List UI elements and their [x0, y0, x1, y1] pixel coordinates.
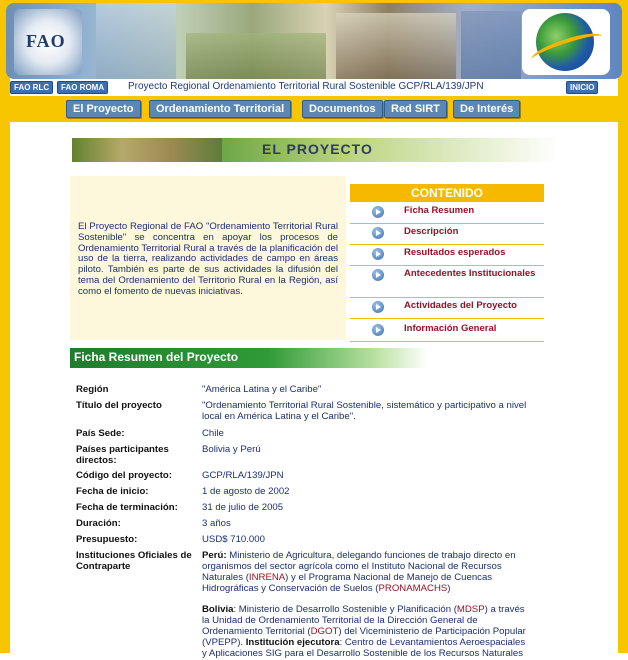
bolivia-text-1: : Ministerio de Desarrollo Sostenible y Planificación (: [233, 604, 457, 615]
menu-item-label: Antecedentes Institucionales: [404, 268, 536, 279]
bolivia-text-4: : Centro de Levantamientos Aeroespaciales y Aplicaciones SIG para el Desarrollo Sostenible de los Recursos Naturales: [202, 637, 526, 659]
peru-text-2: ) y el Programa Nacional de Manejo de Cuencas Hidrográficas y Conservación de Suelos (: [202, 572, 493, 594]
row-key: Código del proyecto:: [76, 470, 172, 481]
tab-ordenamiento-territorial[interactable]: Ordenamiento Territorial: [149, 100, 291, 118]
banner-photo-2: [186, 33, 326, 79]
peru-text-3: ): [447, 583, 451, 594]
fao-logo-text: FAO: [26, 31, 66, 51]
fao-roma-button[interactable]: FAO ROMA: [57, 81, 108, 94]
tab-red-sirt[interactable]: Red SIRT: [384, 100, 447, 118]
row-key: Instituciones Oficiales de Contraparte: [76, 550, 192, 572]
mdsp-acronym: MDSP: [456, 604, 485, 615]
menu-item-label: Ficha Resumen: [404, 205, 475, 216]
section-banner-photos: [72, 138, 222, 162]
link-row: [6, 80, 622, 94]
table-row: [76, 400, 536, 424]
dgot-acronym: DGOT: [310, 626, 339, 637]
main-nav: [10, 96, 618, 122]
tab-documentos[interactable]: Documentos: [302, 100, 383, 118]
tab-de-interes[interactable]: De Interés: [453, 100, 520, 118]
banner-photo-1: [96, 3, 176, 79]
row-value: "América Latina y el Caribe": [202, 384, 322, 395]
row-value: USD$ 710.000: [202, 534, 265, 545]
peru-text-1: Ministerio de Agricultura, delegando funciones de trabajo directo en organismos del sector agrícola como el Instituto Nacional de Recursos Naturales (: [202, 550, 516, 583]
table-row: [76, 502, 536, 514]
row-value: Bolivia y Perú: [202, 444, 261, 455]
table-row: [76, 486, 536, 498]
contents-menu-header: CONTENIDO: [350, 184, 544, 202]
menu-item-informacion-general[interactable]: [350, 322, 544, 342]
play-circle-icon: [372, 269, 384, 281]
peru-block: [202, 550, 532, 594]
row-value: Chile: [202, 428, 224, 439]
play-circle-icon: [372, 248, 384, 260]
row-key: Duración:: [76, 518, 121, 529]
bolivia-text-2: ) a través la Unidad de Ordenamiento Territorial de la Dirección General de Ordenamiento Territorial (: [202, 604, 525, 637]
inicio-button[interactable]: INICIO: [566, 81, 598, 94]
fao-rlc-button[interactable]: FAO RLC: [10, 81, 53, 94]
banner-photo-4: [461, 11, 521, 79]
menu-item-label: Resultados esperados: [404, 247, 506, 258]
fao-logo[interactable]: [14, 9, 82, 75]
bolivia-text-3: ) del Viceministerio de Participación Popular (VPEPP).: [202, 626, 526, 648]
bolivia-label: Bolivia: [202, 604, 234, 615]
peru-label: Perú:: [202, 550, 227, 561]
row-key: País Sede:: [76, 428, 125, 439]
menu-item-resultados-esperados[interactable]: [350, 246, 544, 266]
table-row: [76, 428, 536, 440]
section-banner: [72, 138, 558, 162]
row-value: 1 de agosto de 2002: [202, 486, 290, 497]
menu-item-ficha-resumen[interactable]: [350, 204, 544, 224]
contents-menu: [350, 184, 544, 344]
row-value: GCP/RLA/139/JPN: [202, 470, 284, 481]
globe-icon: [536, 13, 594, 71]
row-value: "Ordenamiento Territorial Rural Sostenible, sistemático y participativo a nivel local en América Latina y el Caribe".: [202, 400, 527, 422]
row-key: Fecha de inicio:: [76, 486, 149, 497]
pronamachs-acronym: PRONAMACHS: [378, 583, 448, 594]
play-circle-icon: [372, 324, 384, 336]
ficha-title: Ficha Resumen del Proyecto: [74, 350, 239, 364]
institucion-ejecutora-label: Institución ejecutora: [245, 637, 340, 648]
project-title: Proyecto Regional Ordenamiento Territorial Rural Sostenible GCP/RLA/139/JPN: [128, 81, 484, 92]
intro-text: El Proyecto Regional de FAO "Ordenamiento Territorial Rural Sostenible" se concentra en apoyar los procesos de Ordenamiento Territorial Rural a través de la planificación del uso de la tierra, realizando actividades de campo en áreas piloto. También es parte de sus actividades la difusión del tema del Ordenamiento del Territorio Rural en la Región, así como el fomento de nuevas iniciativas.: [78, 221, 338, 297]
menu-item-label: Información General: [404, 323, 497, 334]
frame-left: [0, 0, 10, 653]
row-key: Países participantes directos:: [76, 444, 169, 466]
play-circle-icon: [372, 227, 384, 239]
bolivia-block: [202, 604, 532, 659]
row-key: Región: [76, 384, 109, 395]
menu-item-label: Descripción: [404, 226, 459, 237]
row-key: Fecha de terminación:: [76, 502, 178, 513]
table-row: [76, 470, 536, 482]
row-value: 31 de julio de 2005: [202, 502, 284, 513]
table-row: [76, 518, 536, 530]
tab-el-proyecto[interactable]: El Proyecto: [66, 100, 141, 118]
spacer: [202, 594, 532, 604]
play-circle-icon: [372, 206, 384, 218]
table-row: [76, 384, 536, 396]
menu-item-label: Actividades del Proyecto: [404, 300, 517, 311]
menu-item-descripcion[interactable]: [350, 225, 544, 245]
table-row: [76, 534, 536, 546]
content-area: [30, 122, 598, 659]
intro-box: [70, 176, 346, 340]
play-circle-icon: [372, 301, 384, 313]
row-key: Presupuesto:: [76, 534, 138, 545]
section-title: EL PROYECTO: [262, 141, 373, 157]
header-banner: [6, 3, 622, 79]
ficha-header: [70, 348, 428, 368]
globe-logo: [522, 9, 610, 75]
banner-photo-3: [336, 13, 456, 79]
menu-item-actividades[interactable]: [350, 299, 544, 319]
inrena-acronym: INRENA: [248, 572, 286, 583]
table-row-instituciones: [76, 550, 536, 660]
frame-right: [618, 0, 628, 653]
table-row: [76, 444, 536, 468]
menu-item-antecedentes[interactable]: [350, 267, 544, 298]
row-key: Título del proyecto: [76, 400, 162, 411]
globe-swoosh: [529, 28, 605, 68]
row-value: 3 años: [202, 518, 231, 529]
row-value-instituciones: [202, 550, 532, 659]
